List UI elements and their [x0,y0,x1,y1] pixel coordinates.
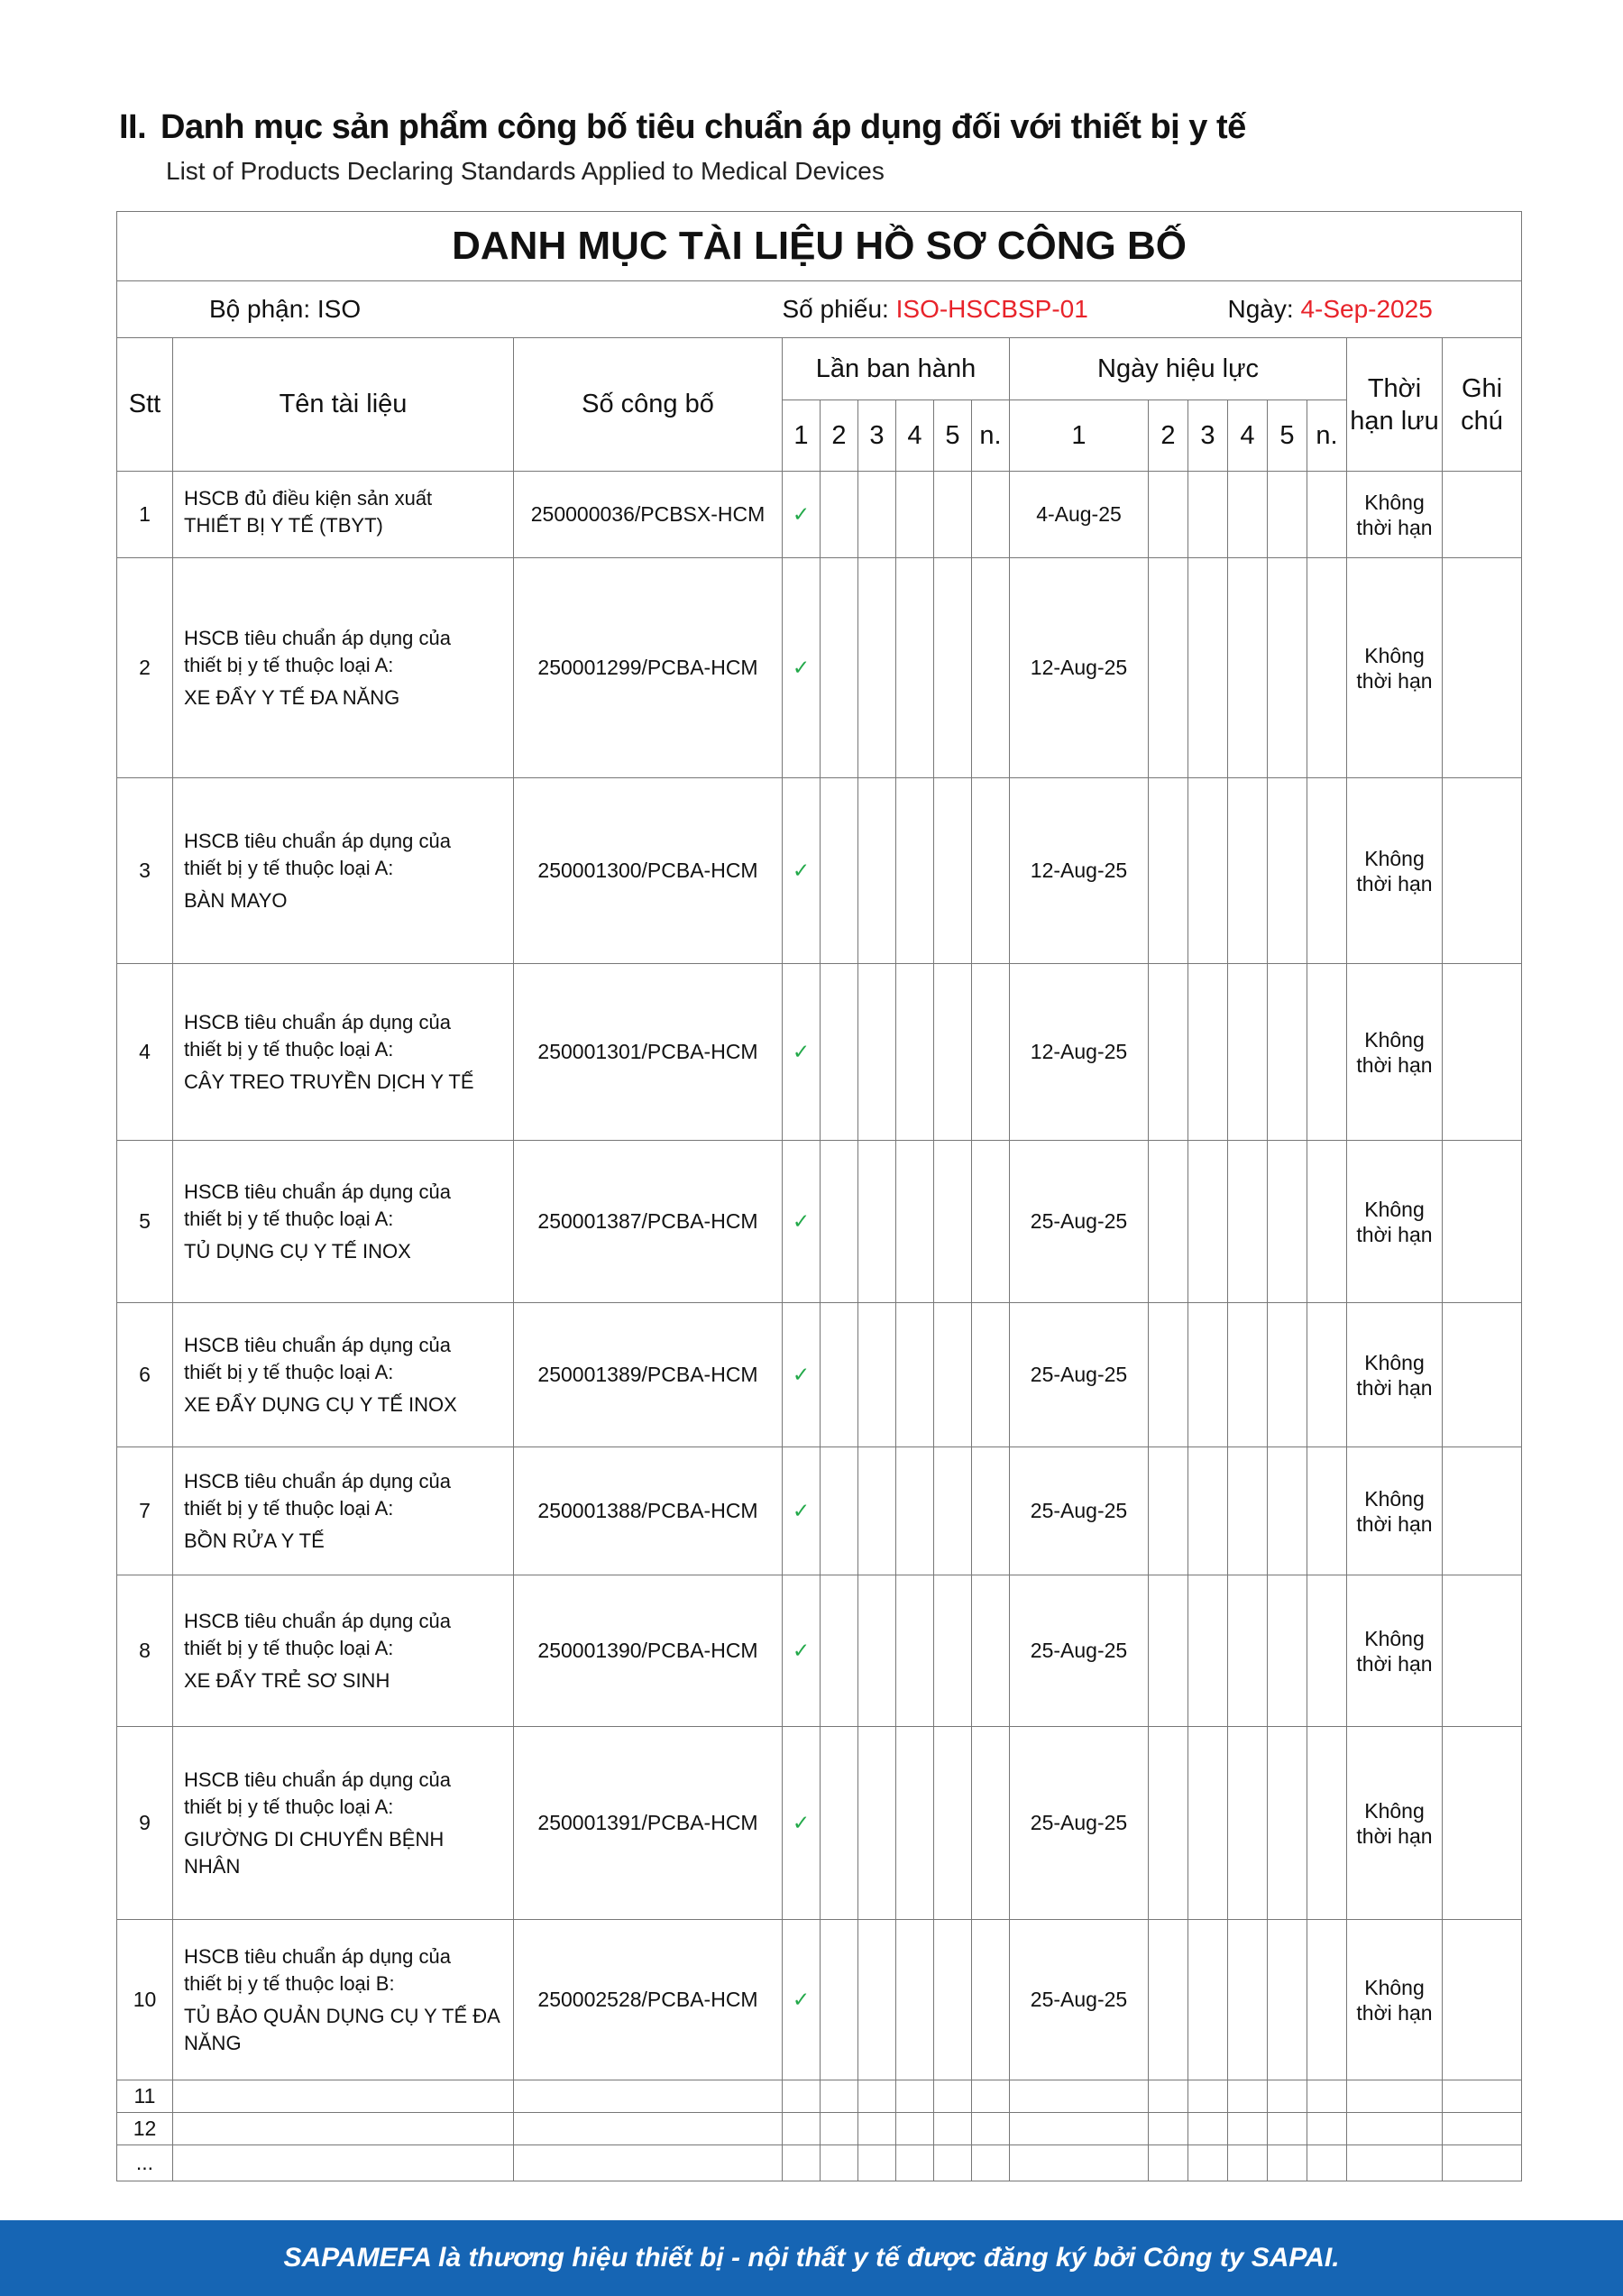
empty-cell [821,1141,858,1303]
check-icon: ✓ [783,964,821,1141]
table-row [117,1920,1522,2080]
header-issue: Lần ban hành [783,338,1010,400]
empty-cell [783,2113,821,2145]
empty-cell [821,1575,858,1727]
header-number: Số công bố [514,338,783,472]
empty-cell [896,1575,934,1727]
table-row-empty [117,2080,1522,2113]
row-name-line3: CÂY TREO TRUYỀN DỊCH Y TẾ [184,1070,474,1093]
empty-cell [896,2113,934,2145]
empty-cell [514,2113,783,2145]
empty-cell [1307,2113,1347,2145]
empty-cell [1149,1920,1188,2080]
empty-cell [1268,1727,1307,1920]
date-value: 4-Sep-2025 [1300,295,1433,323]
empty-cell [1188,472,1228,558]
empty-cell [858,1303,896,1447]
document-list-table [116,211,1522,2181]
empty-cell [858,472,896,558]
row-name-line1: HSCB tiêu chuẩn áp dụng của [184,626,451,649]
empty-cell [972,558,1010,778]
check-icon: ✓ [783,1920,821,2080]
empty-cell [821,778,858,964]
empty-cell [821,2080,858,2113]
row-name-line2: thiết bị y tế thuộc loại B: [184,1971,395,1995]
row-name-line3: BÀN MAYO [184,888,288,912]
empty-cell [1188,778,1228,964]
row-declaration-number: 250001390/PCBA-HCM [514,1575,783,1727]
row-effective-date: 25-Aug-25 [1010,1920,1149,2080]
row-note [1443,472,1522,558]
row-name-line3: BỒN RỬA Y TẾ [184,1529,325,1552]
empty-cell [1307,2145,1347,2181]
empty-cell [1307,1447,1347,1575]
header-issue-4: 4 [896,400,934,472]
row-effective-date: 25-Aug-25 [1010,1447,1149,1575]
empty-cell [934,2080,972,2113]
empty-cell [1149,1727,1188,1920]
table-row [117,472,1522,558]
empty-cell [1307,472,1347,558]
row-document-name [173,1141,514,1303]
empty-cell [1188,1141,1228,1303]
empty-cell [934,964,972,1141]
empty-cell [1307,964,1347,1141]
row-name-line1: HSCB tiêu chuẩn áp dụng của [184,1469,451,1492]
table-row [117,1447,1522,1575]
empty-cell [1228,1303,1268,1447]
row-name-line3: TỦ DỤNG CỤ Y TẾ INOX [184,1239,411,1263]
row-retention: Không thời hạn [1347,558,1443,778]
row-name-line3: XE ĐẨY DỤNG CỤ Y TẾ INOX [184,1392,457,1416]
row-name-line1: HSCB đủ điều kiện sản xuất [184,486,433,510]
empty-cell [972,1303,1010,1447]
row-stt: 5 [117,1141,173,1303]
table-row [117,1303,1522,1447]
header-effective: Ngày hiệu lực [1010,338,1347,400]
table-row [117,1727,1522,1920]
empty-cell [1010,2113,1149,2145]
header-effective-1: 1 [1010,400,1149,472]
row-name-line3: XE ĐẨY TRẺ SƠ SINH [184,1668,390,1692]
empty-cell [934,2145,972,2181]
row-stt: 10 [117,1920,173,2080]
row-note [1443,1575,1522,1727]
row-note [1443,1727,1522,1920]
empty-cell [858,964,896,1141]
form-number [783,281,1228,338]
row-effective-date: 12-Aug-25 [1010,778,1149,964]
empty-cell [1188,2113,1228,2145]
empty-cell [896,558,934,778]
empty-cell [821,472,858,558]
empty-cell [934,778,972,964]
empty-cell [1228,1575,1268,1727]
empty-cell [1149,1303,1188,1447]
empty-cell [1228,1447,1268,1575]
empty-cell [1188,1447,1228,1575]
row-retention: Không thời hạn [1347,1303,1443,1447]
empty-cell [1268,1920,1307,2080]
row-document-name [173,964,514,1141]
empty-cell [1149,2113,1188,2145]
row-name-line1: HSCB tiêu chuẩn áp dụng của [184,1010,451,1033]
row-declaration-number: 250001389/PCBA-HCM [514,1303,783,1447]
empty-cell [1268,1303,1307,1447]
empty-cell [821,1920,858,2080]
row-effective-date: 25-Aug-25 [1010,1575,1149,1727]
header-effective-4: 4 [1228,400,1268,472]
row-document-name [173,472,514,558]
empty-cell [1149,2080,1188,2113]
empty-cell [972,1447,1010,1575]
empty-cell [934,558,972,778]
row-retention: Không thời hạn [1347,1141,1443,1303]
header-effective-3: 3 [1188,400,1228,472]
check-icon: ✓ [783,1575,821,1727]
row-declaration-number: 250001391/PCBA-HCM [514,1727,783,1920]
header-issue-5: 5 [934,400,972,472]
empty-cell [1149,964,1188,1141]
empty-cell [1228,964,1268,1141]
empty-cell [1228,1920,1268,2080]
empty-cell [1268,778,1307,964]
row-name-line2: thiết bị y tế thuộc loại A: [184,1496,394,1520]
empty-cell [1228,558,1268,778]
row-document-name [173,558,514,778]
empty-cell [858,2113,896,2145]
table-row [117,558,1522,778]
empty-cell [173,2145,514,2181]
empty-cell [1443,2145,1522,2181]
row-stt: 9 [117,1727,173,1920]
empty-cell [934,1303,972,1447]
empty-cell [1188,1575,1228,1727]
row-stt: 1 [117,472,173,558]
table-row [117,964,1522,1141]
empty-cell [858,778,896,964]
empty-cell [858,1920,896,2080]
empty-cell [514,2145,783,2181]
table-row-empty [117,2145,1522,2181]
empty-cell [896,964,934,1141]
department-label: Bộ phận: ISO [117,281,783,338]
empty-cell [1307,2080,1347,2113]
footer-banner: SAPAMEFA là thương hiệu thiết bị - nội thất y tế được đăng ký bởi Công ty SAPAI. [0,2220,1623,2296]
row-stt: 8 [117,1575,173,1727]
row-stt: ... [117,2145,173,2181]
empty-cell [1307,1920,1347,2080]
empty-cell [896,472,934,558]
check-icon: ✓ [783,472,821,558]
empty-cell [821,964,858,1141]
row-name-line2: thiết bị y tế thuộc loại A: [184,1636,394,1659]
empty-cell [1307,1141,1347,1303]
row-name-line1: HSCB tiêu chuẩn áp dụng của [184,1609,451,1632]
empty-cell [821,2145,858,2181]
empty-cell [934,1727,972,1920]
empty-cell [514,2080,783,2113]
check-icon: ✓ [783,1727,821,1920]
empty-cell [1268,472,1307,558]
row-name-line2: thiết bị y tế thuộc loại A: [184,856,394,879]
empty-cell [1188,558,1228,778]
row-retention: Không thời hạn [1347,1447,1443,1575]
empty-cell [858,2080,896,2113]
empty-cell [1268,2080,1307,2113]
empty-cell [896,778,934,964]
empty-cell [1149,558,1188,778]
table-row-empty [117,2113,1522,2145]
table-row [117,1575,1522,1727]
row-stt: 7 [117,1447,173,1575]
row-stt: 11 [117,2080,173,2113]
empty-cell [1307,1727,1347,1920]
table-body [117,472,1522,2181]
row-declaration-number: 250001388/PCBA-HCM [514,1447,783,1575]
row-note [1443,558,1522,778]
row-name-line1: HSCB tiêu chuẩn áp dụng của [184,1768,451,1791]
section-title: Danh mục sản phẩm công bố tiêu chuẩn áp dụng đối với thiết bị y tế [160,108,1246,146]
section-heading [119,108,1246,147]
empty-cell [173,2113,514,2145]
empty-cell [1228,472,1268,558]
check-icon: ✓ [783,558,821,778]
header-effective-2: 2 [1149,400,1188,472]
empty-cell [1228,2145,1268,2181]
table-row [117,1141,1522,1303]
empty-cell [821,1303,858,1447]
empty-cell [1149,1447,1188,1575]
row-document-name [173,778,514,964]
row-effective-date: 12-Aug-25 [1010,964,1149,1141]
empty-cell [934,472,972,558]
row-note [1443,1303,1522,1447]
table-title: DANH MỤC TÀI LIỆU HỒ SƠ CÔNG BỐ [117,212,1522,281]
section-subtitle: List of Products Declaring Standards Applied to Medical Devices [166,157,885,185]
issue-date [1228,281,1522,338]
empty-cell [1347,2080,1443,2113]
row-declaration-number: 250001300/PCBA-HCM [514,778,783,964]
header-effective-n: n. [1307,400,1347,472]
empty-cell [1307,778,1347,964]
empty-cell [972,2113,1010,2145]
row-stt: 3 [117,778,173,964]
empty-cell [173,2080,514,2113]
empty-cell [1228,778,1268,964]
empty-cell [1188,964,1228,1141]
row-document-name [173,1575,514,1727]
empty-cell [972,1575,1010,1727]
empty-cell [972,1920,1010,2080]
row-retention: Không thời hạn [1347,1920,1443,2080]
empty-cell [783,2080,821,2113]
empty-cell [934,1141,972,1303]
empty-cell [1347,2145,1443,2181]
header-issue-n: n. [972,400,1010,472]
empty-cell [1228,2080,1268,2113]
row-declaration-number: 250001299/PCBA-HCM [514,558,783,778]
check-icon: ✓ [783,1303,821,1447]
empty-cell [896,1303,934,1447]
empty-cell [1149,2145,1188,2181]
row-name-line2: thiết bị y tế thuộc loại A: [184,1037,394,1061]
empty-cell [1268,1447,1307,1575]
empty-cell [972,778,1010,964]
empty-cell [1443,2113,1522,2145]
empty-cell [1149,472,1188,558]
row-declaration-number: 250002528/PCBA-HCM [514,1920,783,2080]
row-name-line2: thiết bị y tế thuộc loại A: [184,1207,394,1230]
row-effective-date: 25-Aug-25 [1010,1727,1149,1920]
table-row [117,778,1522,964]
empty-cell [1010,2145,1149,2181]
row-retention: Không thời hạn [1347,778,1443,964]
row-name-line1: HSCB tiêu chuẩn áp dụng của [184,1333,451,1356]
empty-cell [1268,964,1307,1141]
empty-cell [1188,1303,1228,1447]
empty-cell [1268,1141,1307,1303]
row-name-line3: GIƯỜNG DI CHUYỂN BỆNH NHÂN [184,1827,445,1878]
header-issue-3: 3 [858,400,896,472]
empty-cell [1307,1575,1347,1727]
row-retention: Không thời hạn [1347,1575,1443,1727]
row-name-line2: THIẾT BỊ Y TẾ (TBYT) [184,513,383,537]
check-icon: ✓ [783,1141,821,1303]
empty-cell [896,1141,934,1303]
empty-cell [1149,1575,1188,1727]
header-retention: Thời hạn lưu [1347,338,1443,472]
empty-cell [896,1447,934,1575]
row-name-line3: TỦ BẢO QUẢN DỤNG CỤ Y TẾ ĐA NĂNG [184,2004,500,2054]
empty-cell [858,1575,896,1727]
row-effective-date: 25-Aug-25 [1010,1141,1149,1303]
empty-cell [1443,2080,1522,2113]
empty-cell [972,964,1010,1141]
form-label: Số phiếu: [782,295,889,323]
check-icon: ✓ [783,1447,821,1575]
empty-cell [1149,778,1188,964]
empty-cell [1268,2113,1307,2145]
empty-cell [934,1575,972,1727]
empty-cell [1347,2113,1443,2145]
row-stt: 2 [117,558,173,778]
row-effective-date: 12-Aug-25 [1010,558,1149,778]
row-document-name [173,1303,514,1447]
empty-cell [896,2145,934,2181]
empty-cell [934,1920,972,2080]
empty-cell [1307,1303,1347,1447]
empty-cell [821,2113,858,2145]
section-number: II. [119,108,147,146]
row-retention: Không thời hạn [1347,964,1443,1141]
row-effective-date: 25-Aug-25 [1010,1303,1149,1447]
empty-cell [1268,1575,1307,1727]
row-retention: Không thời hạn [1347,472,1443,558]
row-declaration-number: 250001301/PCBA-HCM [514,964,783,1141]
row-name-line1: HSCB tiêu chuẩn áp dụng của [184,1180,451,1203]
row-note [1443,1141,1522,1303]
empty-cell [1149,1141,1188,1303]
row-name-line3: XE ĐẨY Y TẾ ĐA NĂNG [184,685,400,709]
row-name-line1: HSCB tiêu chuẩn áp dụng của [184,829,451,852]
check-icon: ✓ [783,778,821,964]
empty-cell [934,1447,972,1575]
row-name-line2: thiết bị y tế thuộc loại A: [184,1795,394,1818]
row-document-name [173,1447,514,1575]
header-issue-2: 2 [821,400,858,472]
empty-cell [858,1447,896,1575]
empty-cell [858,1727,896,1920]
empty-cell [821,558,858,778]
empty-cell [972,2145,1010,2181]
empty-cell [972,472,1010,558]
empty-cell [1228,2113,1268,2145]
header-stt: Stt [117,338,173,472]
header-issue-1: 1 [783,400,821,472]
empty-cell [858,1141,896,1303]
empty-cell [1010,2080,1149,2113]
header-name: Tên tài liệu [173,338,514,472]
row-name-line1: HSCB tiêu chuẩn áp dụng của [184,1944,451,1968]
empty-cell [896,1727,934,1920]
row-name-line2: thiết bị y tế thuộc loại A: [184,1360,394,1383]
row-declaration-number: 250001387/PCBA-HCM [514,1141,783,1303]
empty-cell [858,2145,896,2181]
row-retention: Không thời hạn [1347,1727,1443,1920]
row-effective-date: 4-Aug-25 [1010,472,1149,558]
header-note: Ghi chú [1443,338,1522,472]
form-value: ISO-HSCBSP-01 [895,295,1088,323]
row-note [1443,964,1522,1141]
empty-cell [858,558,896,778]
row-stt: 4 [117,964,173,1141]
row-document-name [173,1727,514,1920]
empty-cell [1188,1727,1228,1920]
date-label: Ngày: [1227,295,1294,323]
empty-cell [896,1920,934,2080]
empty-cell [1307,558,1347,778]
empty-cell [972,1727,1010,1920]
empty-cell [821,1727,858,1920]
empty-cell [1228,1141,1268,1303]
row-name-line2: thiết bị y tế thuộc loại A: [184,653,394,676]
empty-cell [972,1141,1010,1303]
empty-cell [1188,1920,1228,2080]
empty-cell [1268,2145,1307,2181]
empty-cell [972,2080,1010,2113]
header-effective-5: 5 [1268,400,1307,472]
row-stt: 12 [117,2113,173,2145]
empty-cell [896,2080,934,2113]
empty-cell [1188,2145,1228,2181]
row-document-name [173,1920,514,2080]
empty-cell [934,2113,972,2145]
row-note [1443,1447,1522,1575]
row-note [1443,1920,1522,2080]
row-note [1443,778,1522,964]
empty-cell [821,1447,858,1575]
empty-cell [1228,1727,1268,1920]
empty-cell [1188,2080,1228,2113]
empty-cell [1268,558,1307,778]
empty-cell [783,2145,821,2181]
row-stt: 6 [117,1303,173,1447]
row-declaration-number: 250000036/PCBSX-HCM [514,472,783,558]
